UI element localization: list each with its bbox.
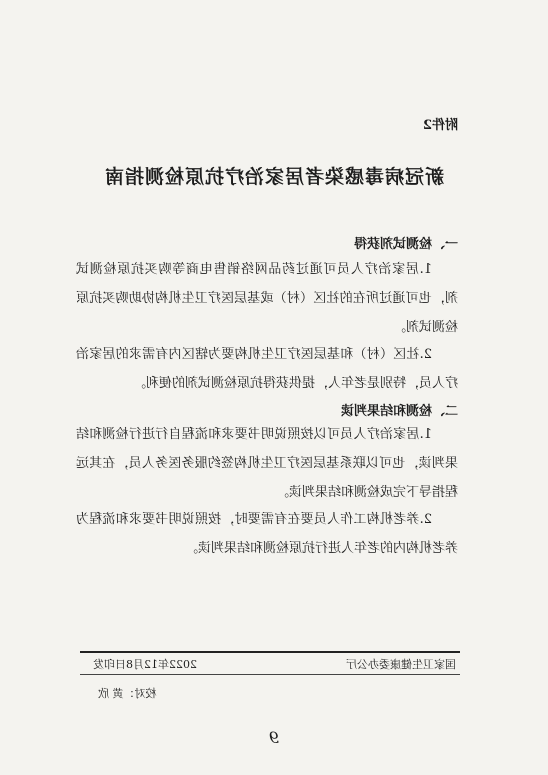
- footer-rule-top: [80, 651, 460, 653]
- proofreader-line: 校对：黄 欣: [98, 687, 157, 700]
- section-heading-2: 二、检测和结果判读: [340, 404, 458, 419]
- section-1-paragraph-2: 2.社区（村）和基层医疗卫生机构要为辖区内有需求的居家治疗人员，特别是老年人，提供获得抗原检测试剂的便利。: [76, 347, 458, 391]
- section-heading-1: 一、检测试剂获得: [353, 237, 458, 252]
- footer-rule-bottom: [80, 674, 460, 675]
- section-2-paragraph-1: 1.居家治疗人员可以按照说明书要求和流程自行进行检测和结果判读，也可以联系基层医疗卫生机构签约服务医务人员，在其远程指导下完成检测和结果判读。: [76, 427, 458, 500]
- issuer-name: 国家卫生健康委办公厅: [346, 658, 456, 671]
- page-number: 9: [268, 728, 280, 747]
- attachment-label: 附件2: [422, 118, 458, 133]
- section-1-paragraph-1: 1.居家治疗人员可通过药品网络销售电商等购买抗原检测试剂，也可通过所在的社区（村）或基层医疗卫生机构协助购买抗原检测试剂。: [76, 262, 458, 335]
- document-title: 新冠病毒感染者居家治疗抗原检测指南: [104, 166, 445, 188]
- section-2-paragraph-2: 2.养老机构工作人员要在有需要时，按照说明书要求和流程为养老机构内的老年人进行抗原检测和结果判读。: [76, 512, 458, 556]
- issue-date: 2022年12月8日印发: [93, 658, 197, 671]
